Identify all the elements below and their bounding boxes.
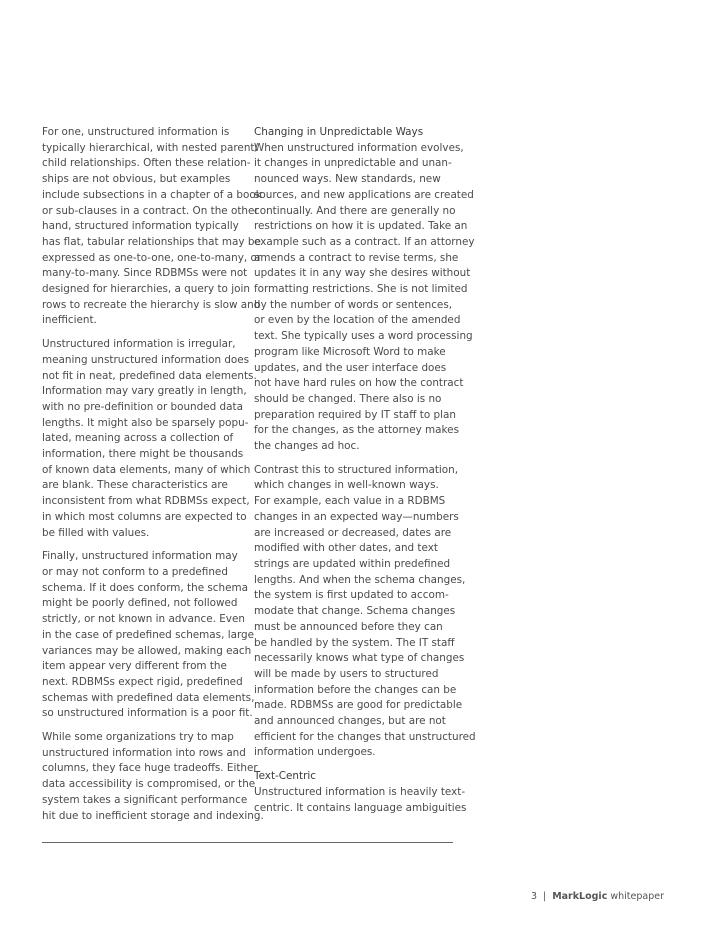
paragraph-unpredictable-changes (254, 141, 475, 455)
text-line: modate that change. Schema changes (254, 605, 456, 618)
text-line: nounced ways. New standards, new (254, 173, 441, 186)
text-line: modified with other dates, and text (254, 542, 438, 555)
brand-name: MarkLogic (552, 891, 608, 902)
text-line: made. RDBMSs are good for predictable (254, 699, 463, 712)
text-line: lengths. It might also be sparsely popu- (42, 416, 249, 429)
text-line: not fit in neat, predefined data elements. (42, 369, 257, 382)
text-line: amends a contract to revise terms, she (254, 251, 459, 264)
text-line: in which most columns are expected to (42, 510, 247, 523)
text-line: should be changed. There also is no (254, 392, 442, 405)
text-line: lengths. And when the schema changes, (254, 573, 466, 586)
paragraph-hierarchical (42, 125, 262, 329)
text-line: rows to recreate the hierarchy is slow and (42, 298, 261, 311)
text-line: efficient for the changes that unstructured (254, 730, 476, 743)
text-line: it changes in unpredictable and unan- (254, 157, 452, 170)
text-line: by the number of words or sentences, (254, 298, 453, 311)
page-number: 3 (530, 891, 537, 902)
text-line: expressed as one-to-one, one-to-many, or (42, 251, 262, 264)
text-line: include subsections in a chapter of a book (42, 188, 262, 201)
text-line: program like Microsoft Word to make (254, 345, 446, 358)
right-column (254, 125, 476, 824)
text-line: be handled by the system. The IT staff (254, 636, 455, 649)
text-line: child relationships. Often these relation- (42, 157, 251, 170)
text-line: For one, unstructured information is (42, 126, 230, 138)
text-line: sources, and new applications are created (254, 188, 474, 201)
text-line: For example, each value in a RDBMS (254, 495, 446, 508)
text-line: so unstructured information is a poor fit. (42, 707, 253, 720)
text-line: inconsistent from what RDBMSs expect, (42, 495, 250, 508)
left-column (42, 125, 264, 832)
footer-divider (42, 842, 453, 843)
text-line: or may not conform to a predefined (42, 565, 228, 578)
text-line: updates, and the user interface does (254, 361, 447, 374)
text-line: hit due to inefficient storage and indexing. (42, 809, 264, 822)
text-line: many-to-many. Since RDBMSs were not (42, 267, 248, 280)
text-line: Unstructured information is irregular, (42, 338, 236, 351)
text-line: information, there might be thousands (42, 448, 244, 461)
text-line: restrictions on how it is updated. Take an (254, 220, 468, 233)
text-line: hand, structured information typically (42, 220, 239, 233)
text-line: meaning unstructured information does (42, 353, 250, 366)
text-line: the system is first updated to accom- (254, 589, 449, 602)
text-line: typically hierarchical, with nested parent/ (42, 141, 258, 154)
text-line: example such as a contract. If an attorney (254, 235, 475, 248)
text-line: When unstructured information evolves, (254, 141, 464, 154)
text-line: and announced changes, but are not (254, 715, 446, 728)
text-line: Contrast this to structured information, (254, 463, 459, 476)
text-line: designed for hierarchies, a query to join (42, 283, 250, 296)
text-line: Finally, unstructured information may (42, 550, 238, 563)
text-line: system takes a significant performance (42, 793, 248, 806)
section-heading-text-centric: Text-Centric (254, 770, 316, 783)
text-line: While some organizations try to map (42, 731, 234, 744)
paragraph-irregular (42, 337, 257, 541)
text-line: of known data elements, many of which (42, 463, 251, 476)
text-line: information before the changes can be (254, 683, 457, 696)
text-line: or even by the location of the amended (254, 314, 461, 327)
text-line: Information may vary greatly in length, (42, 385, 247, 398)
text-line: strings are updated within predefined (254, 557, 451, 570)
text-line: strictly, or not known in advance. Even (42, 613, 245, 626)
text-line: changes in an expected way—numbers (254, 510, 459, 523)
paragraph-text-centric (254, 785, 467, 816)
text-line: will be made by users to structured (254, 667, 439, 680)
text-line: item appear very different from the (42, 660, 227, 673)
paragraph-schema (42, 549, 255, 722)
text-line: which changes in well-known ways. (254, 479, 439, 492)
text-line: continually. And there are generally no (254, 204, 456, 217)
paragraph-tradeoffs (42, 730, 264, 824)
paragraph-structured-contrast (254, 463, 476, 761)
text-line: inefficient. (42, 314, 97, 327)
text-line: with no pre-definition or bounded data (42, 400, 243, 413)
text-line: be filled with values. (42, 526, 150, 539)
text-line: data accessibility is compromised, or the (42, 778, 256, 791)
text-line: has flat, tabular relationships that may be (42, 235, 261, 248)
text-line: text. She typically uses a word processing (254, 330, 473, 343)
text-line: not have hard rules on how the contract (254, 377, 464, 390)
text-line: next. RDBMSs expect rigid, predefined (42, 675, 243, 688)
text-line: information undergoes. (254, 746, 376, 759)
text-line: are increased or decreased, dates are (254, 526, 452, 539)
text-line: formatting restrictions. She is not limited (254, 283, 468, 296)
text-line: or sub-clauses in a contract. On the other (42, 204, 259, 217)
page-footer (531, 891, 664, 902)
text-line: centric. It contains language ambiguities (254, 801, 467, 814)
text-line: in the case of predefined schemas, large (42, 628, 255, 641)
text-line: are blank. These characteristics are (42, 479, 228, 492)
text-line: schema. If it does conform, the schema (42, 581, 248, 594)
text-line: might be poorly defined, not followed (42, 597, 238, 610)
text-line: Unstructured information is heavily text- (254, 785, 466, 798)
text-line: for the changes, as the attorney makes (254, 424, 459, 437)
text-line: necessarily knows what type of changes (254, 652, 465, 665)
text-line: schemas with predefined data elements, (42, 691, 255, 704)
text-line: variances may be allowed, making each (42, 644, 252, 657)
text-line: must be announced before they can (254, 620, 443, 633)
text-line: updates it in any way she desires without (254, 267, 471, 280)
section-heading-changing: Changing in Unpredictable Ways (254, 126, 424, 138)
text-line: columns, they face huge tradeoffs. Either (42, 762, 258, 775)
text-line: ships are not obvious, but examples (42, 173, 231, 186)
document-type: whitepaper (610, 891, 664, 902)
footer-separator: | (542, 891, 547, 902)
text-line: lated, meaning across a collection of (42, 432, 234, 445)
text-line: preparation required by IT staff to plan (254, 408, 456, 421)
text-line: the changes ad hoc. (254, 440, 360, 453)
text-line: unstructured information into rows and (42, 746, 246, 759)
